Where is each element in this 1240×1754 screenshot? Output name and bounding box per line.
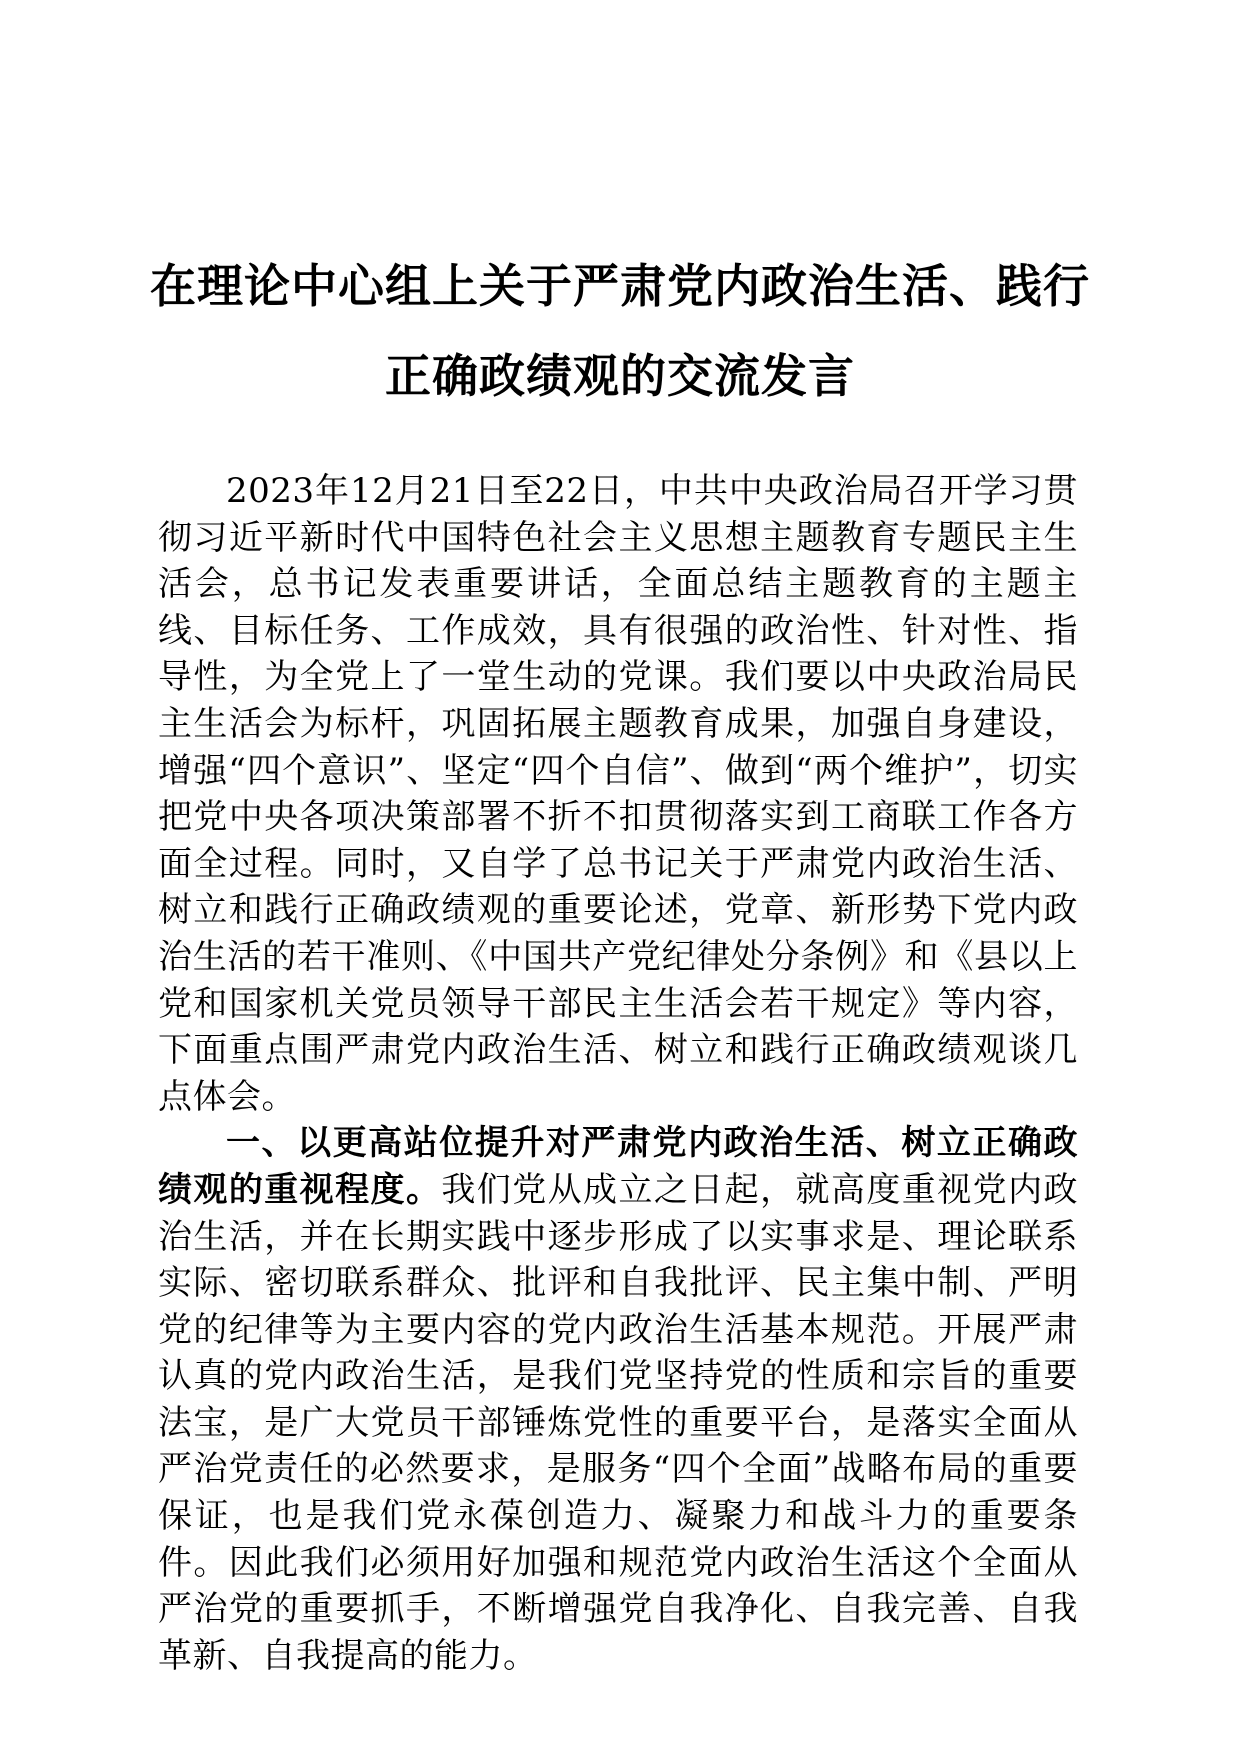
section-1-paragraph <box>158 1120 1078 1679</box>
document-body <box>158 468 1078 1679</box>
intro-paragraph: 2023年12月21日至22日，中共中央政治局召开学习贯彻习近平新时代中国特色社会主义思想主题教育专题民主生活会，总书记发表重要讲话，全面总结主题教育的主题主线、目标任务、工作成效，具有很强的政治性、针对性、指导性，为全党上了一堂生动的党课。我们要以中央政治局民主生活会为标杆，巩固拓展主题教育成果，加强自身建设，增强“四个意识”、坚定“四个自信”、做到“两个维护”，切实把党中央各项决策部署不折不扣贯彻落实到工商联工作各方面全过程。同时，又自学了总书记关于严肃党内政治生活、树立和践行正确政绩观的重要论述，党章、新形势下党内政治生活的若干准则、《中国共产党纪律处分条例》和《县以上党和国家机关党员领导干部民主生活会若干规定》等内容，下面重点围严肃党内政治生活、树立和践行正确政绩观谈几点体会。 <box>158 471 1078 1117</box>
section-1-text: 我们党从成立之日起，就高度重视党内政治生活，并在长期实践中逐步形成了以实事求是、理论联系实际、密切联系群众、批评和自我批评、民主集中制、严明党的纪律等为主要内容的党内政治生活基本规范。开展严肃认真的党内政治生活，是我们党坚持党的性质和宗旨的重要法宝，是广大党员干部锤炼党性的重要平台，是落实全面从严治党责任的必然要求，是服务“四个全面”战略布局的重要保证，也是我们党永葆创造力、凝聚力和战斗力的重要条件。因此我们必须用好加强和规范党内政治生活这个全面从严治党的重要抓手，不断增强党自我净化、自我完善、自我革新、自我提高的能力。 <box>158 1169 1078 1676</box>
document-title-line-1: 在理论中心组上关于严肃党内政治生活、践行 <box>150 259 1090 313</box>
document-title-line-2: 正确政绩观的交流发言 <box>385 349 855 403</box>
section-1-heading: 一、以更高站位提升对严肃党内政治生活、树立正确政绩观的重视程度。 <box>158 1123 1078 1210</box>
